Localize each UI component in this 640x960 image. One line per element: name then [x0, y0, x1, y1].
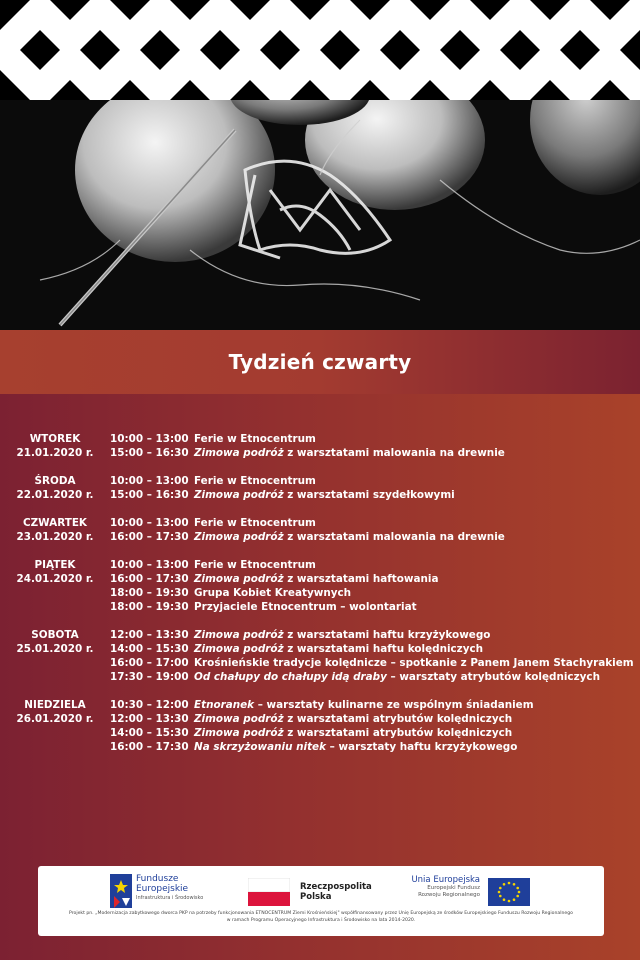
event-title-italic: Zimowa podróż — [194, 447, 284, 459]
event-title — [194, 586, 640, 600]
event-title-italic: Zimowa podróż — [194, 629, 284, 641]
event-title-italic: Od chałupy do chałupy idą draby — [194, 671, 387, 683]
event-row — [0, 656, 640, 670]
event-time: 17:30 – 19:00 — [110, 671, 189, 683]
event-title-italic: Zimowa podróż — [194, 573, 284, 585]
folk-pattern-band — [0, 0, 640, 100]
day-spacer — [0, 656, 106, 670]
event-title-text: Krośnieńskie tradycje kolędnicze – spotkanie z Panem Janem Stachyrakiem — [194, 657, 634, 669]
event-title-italic: Zimowa podróż — [194, 727, 284, 739]
day-date: 23.01.2020 r. — [16, 531, 94, 543]
event-title — [194, 432, 640, 446]
schedule — [0, 432, 640, 768]
event-title-italic: Zimowa podróż — [194, 531, 284, 543]
event-time: 15:00 – 16:30 — [110, 489, 189, 501]
event-title-text: z warsztatami haftowania — [283, 573, 439, 585]
event-row — [0, 670, 640, 684]
event-title — [194, 698, 640, 712]
event-title-text: – warsztaty atrybutów kolędniczych — [386, 671, 600, 683]
event-title — [194, 558, 640, 572]
day-block — [0, 474, 640, 502]
day-date: 21.01.2020 r. — [16, 447, 94, 459]
event-title-text: z warsztatami atrybutów kolędniczych — [283, 727, 513, 739]
event-row — [0, 712, 640, 726]
event-title — [194, 628, 640, 642]
event-time: 10:00 – 13:00 — [110, 517, 189, 529]
event-title — [194, 726, 640, 740]
event-row — [0, 642, 640, 656]
event-row — [0, 740, 640, 754]
fundusze-europejskie-icon — [110, 874, 132, 908]
event-title — [194, 572, 640, 586]
day-spacer — [0, 600, 106, 614]
event-time: 18:00 – 19:30 — [110, 587, 189, 599]
event-title — [194, 516, 640, 530]
logo2-line2: Polska — [300, 892, 332, 902]
event-title-italic: Etnoranek — [194, 699, 255, 711]
day-date: 22.01.2020 r. — [16, 489, 94, 501]
event-title-text: Ferie w Etnocentrum — [194, 559, 316, 571]
event-row — [0, 698, 640, 712]
event-title — [194, 530, 640, 544]
event-time: 14:00 – 15:30 — [110, 643, 189, 655]
day-block — [0, 628, 640, 684]
event-title-text: Przyjaciele Etnocentrum – wolontariat — [194, 601, 417, 613]
day-date: 24.01.2020 r. — [16, 573, 94, 585]
event-title-text: – warsztaty kulinarne ze wspólnym śniadaniem — [254, 699, 534, 711]
event-title-text: z warsztatami haftu kolędniczych — [283, 643, 484, 655]
footer-logos — [38, 866, 604, 936]
event-row — [0, 488, 640, 502]
event-title-italic: Zimowa podróż — [194, 489, 284, 501]
event-title — [194, 474, 640, 488]
event-row — [0, 530, 640, 544]
event-title — [194, 670, 640, 684]
event-time: 12:00 – 13:30 — [110, 713, 189, 725]
day-block — [0, 558, 640, 614]
event-title — [194, 642, 640, 656]
event-title — [194, 712, 640, 726]
logo3-line3: Rozwoju Regionalnego — [418, 892, 480, 898]
event-row — [0, 600, 640, 614]
event-time: 12:00 – 13:30 — [110, 629, 189, 641]
event-time: 10:00 – 13:00 — [110, 433, 189, 445]
event-row — [0, 726, 640, 740]
logo2-line1: Rzeczpospolita — [300, 882, 372, 892]
event-title — [194, 446, 640, 460]
day-spacer — [0, 726, 106, 740]
day-name: NIEDZIELA — [24, 699, 86, 711]
event-title-text: z warsztatami atrybutów kolędniczych — [283, 713, 513, 725]
event-title-italic: Zimowa podróż — [194, 713, 284, 725]
event-row — [0, 572, 640, 586]
day-name: SOBOTA — [31, 629, 79, 641]
polish-flag-icon — [248, 878, 290, 906]
event-title — [194, 600, 640, 614]
event-title — [194, 656, 640, 670]
event-title-text: – warsztaty haftu krzyżykowego — [326, 741, 518, 753]
event-title-text: Ferie w Etnocentrum — [194, 517, 316, 529]
logo3-line1: Unia Europejska — [411, 875, 480, 885]
event-row — [0, 516, 640, 530]
event-title-italic: Zimowa podróż — [194, 643, 284, 655]
event-title-text: Ferie w Etnocentrum — [194, 433, 316, 445]
event-time: 16:00 – 17:30 — [110, 573, 189, 585]
day-date: 26.01.2020 r. — [16, 713, 94, 725]
event-time: 10:30 – 12:00 — [110, 699, 189, 711]
event-row — [0, 628, 640, 642]
event-time: 10:00 – 13:00 — [110, 559, 189, 571]
event-title-text: z warsztatami malowania na drewnie — [283, 531, 505, 543]
event-time: 10:00 – 13:00 — [110, 475, 189, 487]
logo1-line3: Infrastruktura i Środowisko — [136, 895, 204, 901]
day-name: PIĄTEK — [34, 559, 76, 571]
day-block — [0, 432, 640, 460]
event-row — [0, 446, 640, 460]
event-row — [0, 558, 640, 572]
day-spacer — [0, 586, 106, 600]
day-spacer — [0, 670, 106, 684]
event-row — [0, 474, 640, 488]
logo3-line2: Europejski Fundusz — [427, 885, 480, 891]
event-title — [194, 740, 640, 754]
day-block — [0, 516, 640, 544]
day-spacer — [0, 740, 106, 754]
eu-flag-icon — [488, 878, 530, 906]
day-name: ŚRODA — [34, 475, 76, 487]
day-block — [0, 698, 640, 754]
event-title-text: z warsztatami malowania na drewnie — [283, 447, 505, 459]
event-row — [0, 586, 640, 600]
event-time: 16:00 – 17:30 — [110, 741, 189, 753]
event-time: 15:00 – 16:30 — [110, 447, 189, 459]
day-name: WTOREK — [29, 433, 81, 445]
day-date: 25.01.2020 r. — [16, 643, 94, 655]
logo1-line2: Europejskie — [136, 884, 189, 894]
event-time: 16:00 – 17:00 — [110, 657, 189, 669]
event-time: 16:00 – 17:30 — [110, 531, 189, 543]
event-title-text: z warsztatami haftu krzyżykowego — [283, 629, 491, 641]
event-title — [194, 488, 640, 502]
event-row — [0, 432, 640, 446]
event-title-text: z warsztatami szydełkowymi — [283, 489, 455, 501]
page-title: Tydzień czwarty — [228, 350, 412, 374]
funding-note: Projekt pn. „Modernizacja zabytkowego dworca PKP na potrzeby funkcjonowania ETNOCENTRUM Ziemi Krośnieńskiej" współfinansowany przez Unię Europejską ze środków Europejskiego Funduszu Rozwoju Regionalnego w ramach Programu Operacyjnego Infrastruktura i Środowisko na lata 2014-2020. — [69, 911, 573, 923]
title-band — [0, 330, 640, 394]
logo1-line1: Fundusze — [136, 874, 179, 884]
event-title-italic: Na skrzyżowaniu nitek — [194, 741, 327, 753]
event-time: 18:00 – 19:30 — [110, 601, 189, 613]
event-title-text: Ferie w Etnocentrum — [194, 475, 316, 487]
event-time: 14:00 – 15:30 — [110, 727, 189, 739]
day-name: CZWARTEK — [23, 517, 87, 529]
event-title-text: Grupa Kobiet Kreatywnych — [194, 587, 352, 599]
